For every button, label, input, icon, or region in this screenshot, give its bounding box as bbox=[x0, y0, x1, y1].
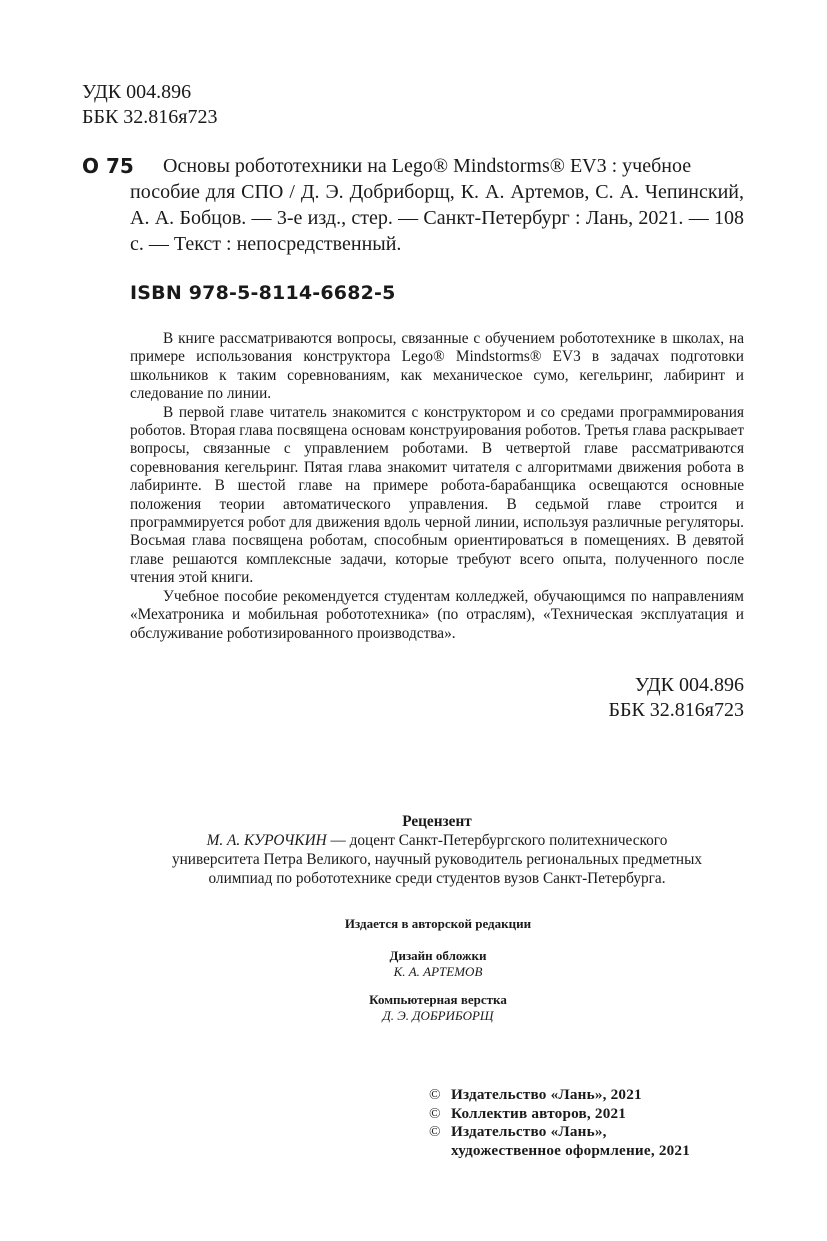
abstract-paragraph: В книге рассматриваются вопросы, связанные с обучением робототехнике в школах, на примере использования конструктора Lego® Mindstorms® EV3 в задачах подготовки школьников к таким соревнованиям, как механическое сумо, кегельринг, лабиринт и следование по линии. bbox=[130, 330, 744, 403]
author-mark: О 75 bbox=[82, 154, 134, 178]
udk-code: УДК 004.896 bbox=[634, 674, 744, 696]
layout-label: Компьютерная верстка bbox=[369, 991, 507, 1007]
abstract bbox=[130, 330, 744, 643]
cover-design-label: Дизайн обложки bbox=[389, 947, 487, 963]
bbk-code: ББК 32.816я723 bbox=[82, 106, 218, 128]
cover-design-name: К. А. АРТЕМОВ bbox=[393, 964, 483, 979]
copyright-icon: © bbox=[429, 1086, 441, 1103]
bibliographic-record bbox=[82, 153, 744, 257]
copyright-icon: © bbox=[429, 1104, 441, 1122]
copyright-line: © Издательство «Лань», 2021 bbox=[429, 1086, 642, 1103]
reviewer-line bbox=[130, 831, 744, 850]
edition-note: Издается в авторской редакции bbox=[344, 916, 532, 931]
reviewer-heading: Рецензент bbox=[402, 813, 472, 830]
bibliographic-description bbox=[130, 153, 744, 257]
reviewer-name: М. А. КУРОЧКИН bbox=[206, 832, 327, 849]
edition-credits bbox=[236, 916, 640, 1025]
reviewer-block bbox=[130, 812, 744, 888]
copyright-line: © Коллектив авторов, 2021 bbox=[429, 1104, 627, 1122]
bibliographic-title-line: Основы робототехники на Lego® Mindstorms® EV3 : учебное bbox=[163, 155, 692, 177]
abstract-paragraph: Учебное пособие рекомендуется студентам колледжей, обучающимся по направлениям «Мехатроника и мобильная робототехника» (по отраслям), «Техническая эксплуатация и обслуживание роботизированного производства». bbox=[130, 587, 744, 642]
udk-code: УДК 004.896 bbox=[82, 81, 192, 103]
reviewer-position: — доцент Санкт-Петербургского политехнического bbox=[326, 832, 668, 849]
abstract-paragraph: В первой главе читатель знакомится с конструктором и со средами программирования роботов. Вторая глава посвящена основам конструирования роботов. Третья глава раскрывает вопросы, связанные с управлением роботами. В четвертой главе рассматриваются соревнования кегельринг. Пятая глава знакомит читателя с алгоритмами движения робота в лабиринте. В шестой главе на примере робота-барабанщика освещаются основные положения теории автоматического управления. В седьмой главе строится и программируется робот для движения вдоль черной линии, используя различные регуляторы. Восьмая глава посвящена роботам, способным ориентироваться в помещениях. В девятой главе решаются комплексные задачи, которые требуют всего опыта, полученного после чтения этой книги. bbox=[130, 403, 744, 587]
reviewer-line: олимпиад по робототехнике среди студентов вузов Санкт-Петербурга. bbox=[208, 870, 666, 887]
layout-name: Д. Э. ДОБРИБОРЩ bbox=[382, 1008, 494, 1023]
bbk-code: ББК 32.816я723 bbox=[608, 699, 744, 721]
classification-codes-top bbox=[82, 80, 218, 130]
reviewer-line: университета Петра Великого, научный руководитель региональных предметных bbox=[171, 851, 703, 868]
copyright-line: © Издательство «Лань», bbox=[429, 1123, 607, 1140]
isbn: ISBN 978-5-8114-6682-5 bbox=[130, 282, 396, 304]
copyright-line-continued: художественное оформление, 2021 bbox=[451, 1141, 690, 1159]
bibliographic-details: пособие для СПО / Д. Э. Добриборщ, К. А. Артемов, С. А. Чепинский, А. А. Бобцов. — 3-е изд., стер. — Санкт-Петербург : Лань, 2021. — 108 с. — Текст : непосредственный. bbox=[130, 181, 744, 255]
classification-codes-right bbox=[608, 673, 744, 723]
copyright-icon: © bbox=[429, 1123, 441, 1140]
copyright-block bbox=[429, 1086, 690, 1160]
